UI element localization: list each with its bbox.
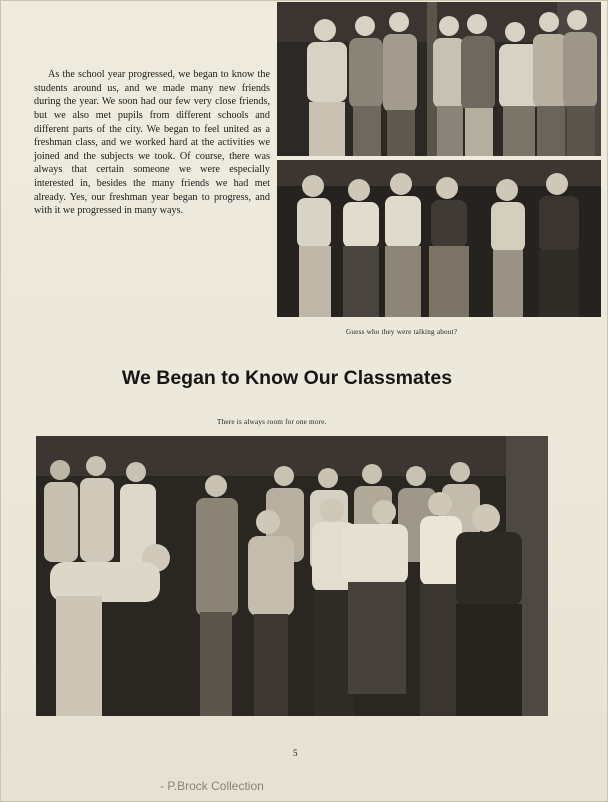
caption-top-photo: Guess who they were talking about? [346, 328, 458, 336]
photo-boys-group [277, 2, 601, 156]
photo-girls-talking [277, 160, 601, 317]
intro-paragraph: As the school year progressed, we began to know the students around us, and we made many new friends during the year. We soon had our few very close friends, but we also met pupils from different schools and different parts of the city. We began to feel united as a freshman class, and we worked hard at the activities we joined and the subjects we took. Of course, there was always that certain someone we were especially interested in, besides the many friends we had met already. Yes, our freshman year began to progress, and with it we progressed in many ways. [34, 69, 270, 217]
caption-big-photo: There is always room for one more. [217, 418, 327, 426]
collection-watermark: - P.Brock Collection [160, 779, 264, 793]
photo-crowd-classmates [36, 436, 548, 716]
page-heading: We Began to Know Our Classmates [121, 367, 453, 389]
page-number: 5 [293, 748, 298, 758]
